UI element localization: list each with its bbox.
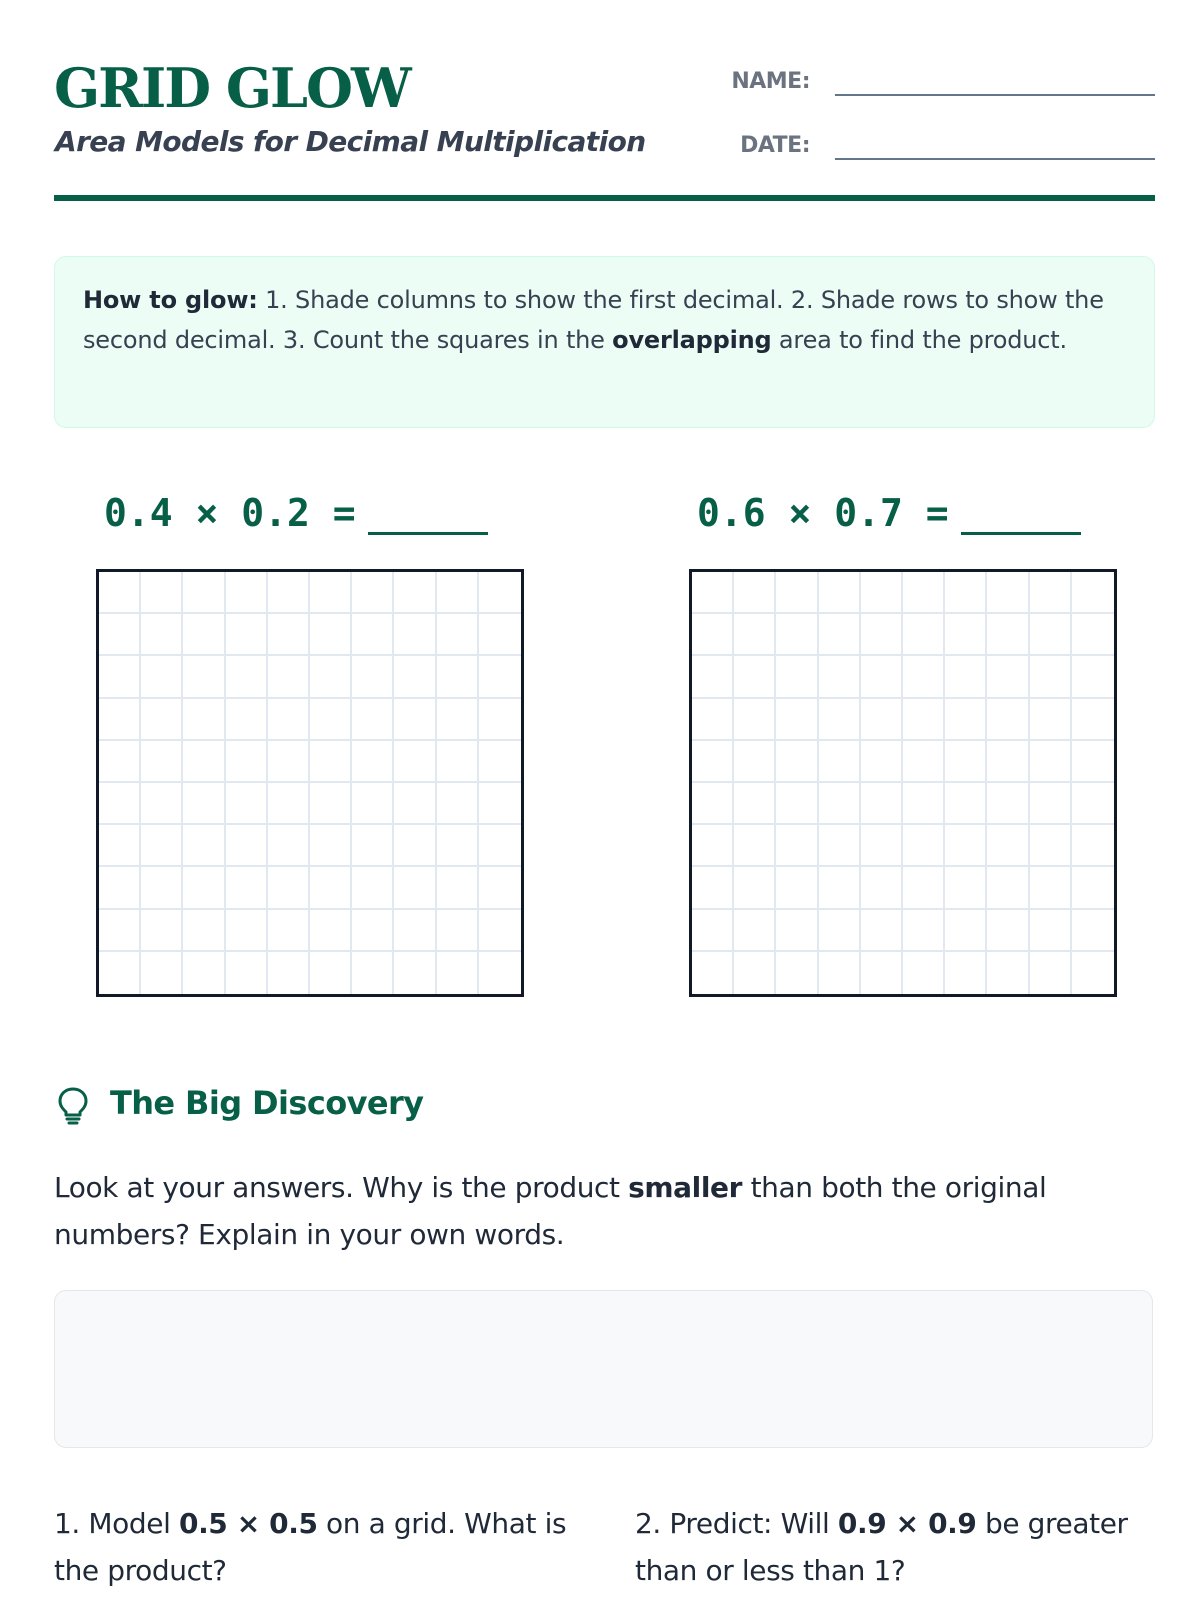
grid-cell[interactable] [987,614,1029,656]
question-1 [54,1500,614,1594]
question-1-text-end: on a grid. What is the product? [54,1507,567,1587]
grid-cell[interactable] [1072,741,1114,783]
grid-cell[interactable] [734,572,776,614]
grid-cell[interactable] [1072,572,1114,614]
grid-cell[interactable] [310,952,352,994]
grid-cell[interactable] [268,741,310,783]
grid-cell[interactable] [352,910,394,952]
grid-cell[interactable] [183,867,225,909]
name-label: NAME: [731,69,810,94]
instructions-text: 1. Shade columns to show the first decimal. 2. Shade rows to show the second decimal. 3. Count the squares in the [83,286,1104,354]
grid-cell[interactable] [945,825,987,867]
grid-cell[interactable] [310,699,352,741]
grid-cell[interactable] [437,867,479,909]
grid-cell[interactable] [776,952,818,994]
grid-cell[interactable] [1030,614,1072,656]
grid-cell[interactable] [819,572,861,614]
grid-cell[interactable] [945,783,987,825]
grid-cell[interactable] [903,656,945,698]
grid-cell[interactable] [394,699,436,741]
grid-cell[interactable] [437,741,479,783]
grid-cell[interactable] [1072,656,1114,698]
worksheet-title: GRID GLOW [54,56,410,120]
grid-cell[interactable] [268,614,310,656]
grid-cell[interactable] [183,741,225,783]
grid-cell[interactable] [437,783,479,825]
grid-cell[interactable] [903,952,945,994]
grid-cell[interactable] [394,910,436,952]
grid-cell[interactable] [479,783,521,825]
grid-cell[interactable] [183,783,225,825]
grid-cell[interactable] [141,572,183,614]
problem-2 [697,491,1081,535]
grid-cell[interactable] [692,614,734,656]
grid-cell[interactable] [310,783,352,825]
grid-cell[interactable] [310,825,352,867]
grid-cell[interactable] [776,614,818,656]
grid-cell[interactable] [734,614,776,656]
grid-cell[interactable] [734,699,776,741]
grid-cell[interactable] [394,572,436,614]
question-2 [635,1500,1195,1594]
grid-cell[interactable] [99,952,141,994]
grid-cell[interactable] [479,656,521,698]
problem-2-answer-blank[interactable] [961,494,1081,535]
grid-cell[interactable] [352,825,394,867]
grid-cell[interactable] [141,910,183,952]
problem-1-expression: 0.4 × 0.2 = [104,491,356,535]
lightbulb-icon [56,1085,90,1125]
instructions-emphasis: overlapping [612,326,772,354]
discovery-answer-box[interactable] [54,1290,1153,1448]
grid-cell[interactable] [479,614,521,656]
grid-cell[interactable] [268,867,310,909]
grid-cell[interactable] [776,825,818,867]
grid-cell[interactable] [268,952,310,994]
grid-cell[interactable] [819,952,861,994]
grid-cell[interactable] [183,614,225,656]
grid-cell[interactable] [479,952,521,994]
question-2-text-end: be greater than or less than 1? [635,1507,1128,1587]
grid-cell[interactable] [226,910,268,952]
grid-cell[interactable] [776,783,818,825]
grid-cell[interactable] [1030,825,1072,867]
grid-cell[interactable] [819,741,861,783]
grid-cell[interactable] [1072,910,1114,952]
grid-cell[interactable] [776,572,818,614]
grid-cell[interactable] [99,656,141,698]
grid-cell[interactable] [692,910,734,952]
grid-cell[interactable] [945,699,987,741]
grid-cell[interactable] [141,614,183,656]
grid-cell[interactable] [861,783,903,825]
grid-cell[interactable] [819,783,861,825]
grid-cell[interactable] [945,867,987,909]
grid-cell[interactable] [776,867,818,909]
instructions-lead: How to glow: [83,286,258,314]
grid-cell[interactable] [1072,783,1114,825]
grid-cell[interactable] [437,699,479,741]
grid-cell[interactable] [692,867,734,909]
grid-cell[interactable] [141,656,183,698]
grid-cell[interactable] [1072,614,1114,656]
grid-cell[interactable] [437,825,479,867]
grid-cell[interactable] [1030,741,1072,783]
grid-cell[interactable] [1072,825,1114,867]
grid-cell[interactable] [310,910,352,952]
grid-cell[interactable] [310,741,352,783]
grid-cell[interactable] [819,699,861,741]
question-2-text: 2. Predict: Will [635,1507,838,1540]
grid-cell[interactable] [99,699,141,741]
header-divider [54,195,1155,201]
grid-cell[interactable] [734,825,776,867]
grid-cell[interactable] [437,952,479,994]
grid-cell[interactable] [141,699,183,741]
grid-cell[interactable] [861,825,903,867]
grid-cell[interactable] [437,572,479,614]
grid-cell[interactable] [99,825,141,867]
grid-cell[interactable] [183,699,225,741]
grid-cell[interactable] [352,699,394,741]
grid-cell[interactable] [734,783,776,825]
grid-cell[interactable] [352,952,394,994]
grid-cell[interactable] [734,741,776,783]
grid-cell[interactable] [1030,952,1072,994]
grid-cell[interactable] [268,825,310,867]
grid-cell[interactable] [903,783,945,825]
grid-cell[interactable] [141,825,183,867]
grid-cell[interactable] [945,656,987,698]
date-field[interactable] [835,124,1155,160]
grid-cell[interactable] [819,614,861,656]
grid-cell[interactable] [987,867,1029,909]
grid-cell[interactable] [183,952,225,994]
grid-cell[interactable] [394,825,436,867]
grid-cell[interactable] [692,699,734,741]
grid-cell[interactable] [903,910,945,952]
grid-cell[interactable] [945,614,987,656]
grid-cell[interactable] [987,783,1029,825]
grid-cell[interactable] [1030,572,1072,614]
grid-cell[interactable] [479,910,521,952]
grid-cell[interactable] [861,867,903,909]
grid-cell[interactable] [352,783,394,825]
grid-cell[interactable] [226,614,268,656]
grid-cell[interactable] [776,699,818,741]
grid-cell[interactable] [776,741,818,783]
grid-cell[interactable] [141,952,183,994]
grid-cell[interactable] [141,783,183,825]
grid-cell[interactable] [437,614,479,656]
grid-cell[interactable] [226,656,268,698]
grid-cell[interactable] [692,783,734,825]
grid-cell[interactable] [268,699,310,741]
grid-cell[interactable] [268,910,310,952]
grid-cell[interactable] [310,572,352,614]
grid-cell[interactable] [987,656,1029,698]
grid-cell[interactable] [268,783,310,825]
grid-cell[interactable] [1030,910,1072,952]
grid-cell[interactable] [226,825,268,867]
grid-cell[interactable] [945,952,987,994]
grid-cell[interactable] [394,614,436,656]
grid-cell[interactable] [1030,783,1072,825]
grid-cell[interactable] [268,656,310,698]
grid-cell[interactable] [819,867,861,909]
grid-cell[interactable] [1030,656,1072,698]
grid-cell[interactable] [394,952,436,994]
discovery-prompt-emphasis: smaller [628,1171,743,1204]
grid-cell[interactable] [479,699,521,741]
grid-cell[interactable] [352,656,394,698]
worksheet-subtitle: Area Models for Decimal Multiplication [55,125,646,158]
grid-cell[interactable] [734,952,776,994]
grid-cell[interactable] [1072,699,1114,741]
grid-cell[interactable] [1030,867,1072,909]
grid-cell[interactable] [692,741,734,783]
grid-cell[interactable] [903,867,945,909]
grid-cell[interactable] [99,572,141,614]
problem-1 [104,491,488,535]
discovery-prompt [54,1164,1154,1258]
grid-cell[interactable] [226,952,268,994]
grid-cell[interactable] [861,656,903,698]
grid-cell[interactable] [861,614,903,656]
grid-cell[interactable] [734,910,776,952]
grid-cell[interactable] [183,572,225,614]
grid-cell[interactable] [310,614,352,656]
grid-cell[interactable] [226,741,268,783]
grid-cell[interactable] [776,910,818,952]
area-model-grid-1[interactable] [96,569,524,997]
question-1-text: 1. Model [54,1507,179,1540]
grid-cell[interactable] [352,614,394,656]
question-1-emphasis: 0.5 × 0.5 [178,1507,318,1540]
grid-cell[interactable] [183,656,225,698]
grid-cell[interactable] [861,572,903,614]
discovery-prompt-text: Look at your answers. Why is the product [54,1171,629,1204]
grid-cell[interactable] [310,867,352,909]
grid-cell[interactable] [734,656,776,698]
grid-cell[interactable] [479,825,521,867]
grid-cell[interactable] [183,910,225,952]
grid-cell[interactable] [861,741,903,783]
grid-cell[interactable] [945,741,987,783]
grid-cell[interactable] [987,952,1029,994]
grid-cell[interactable] [479,572,521,614]
grid-cell[interactable] [819,656,861,698]
question-2-emphasis: 0.9 × 0.9 [837,1507,977,1540]
grid-cell[interactable] [819,825,861,867]
instructions-text-end: area to find the product. [771,326,1067,354]
grid-cell[interactable] [268,572,310,614]
grid-cell[interactable] [692,952,734,994]
grid-cell[interactable] [1030,699,1072,741]
grid-cell[interactable] [226,699,268,741]
grid-cell[interactable] [861,910,903,952]
grid-cell[interactable] [987,699,1029,741]
grid-cell[interactable] [903,699,945,741]
grid-cell[interactable] [734,867,776,909]
grid-cell[interactable] [692,825,734,867]
grid-cell[interactable] [1072,952,1114,994]
grid-cell[interactable] [226,783,268,825]
grid-cell[interactable] [99,783,141,825]
grid-cell[interactable] [903,572,945,614]
grid-cell[interactable] [987,910,1029,952]
grid-cell[interactable] [987,741,1029,783]
grid-cell[interactable] [310,656,352,698]
grid-cell[interactable] [437,910,479,952]
instructions-box [54,256,1155,428]
grid-cell[interactable] [987,572,1029,614]
grid-cell[interactable] [394,656,436,698]
date-label: DATE: [740,133,810,158]
grid-cell[interactable] [141,741,183,783]
grid-cell[interactable] [352,741,394,783]
grid-cell[interactable] [479,867,521,909]
grid-cell[interactable] [99,741,141,783]
grid-cell[interactable] [99,614,141,656]
grid-cell[interactable] [141,867,183,909]
discovery-prompt-text-end: than both the original numbers? Explain in your own words. [54,1171,1047,1251]
grid-cell[interactable] [394,867,436,909]
grid-cell[interactable] [394,741,436,783]
grid-cell[interactable] [226,572,268,614]
name-field[interactable] [835,60,1155,96]
grid-cell[interactable] [1072,867,1114,909]
grid-cell[interactable] [352,867,394,909]
area-model-grid-2[interactable] [689,569,1117,997]
discovery-heading: The Big Discovery [110,1084,424,1122]
grid-cell[interactable] [99,910,141,952]
grid-cell[interactable] [99,867,141,909]
grid-cell[interactable] [945,910,987,952]
grid-cell[interactable] [776,656,818,698]
grid-cell[interactable] [692,572,734,614]
grid-cell[interactable] [861,952,903,994]
grid-cell[interactable] [394,783,436,825]
grid-cell[interactable] [903,825,945,867]
grid-cell[interactable] [903,741,945,783]
grid-cell[interactable] [692,656,734,698]
grid-cell[interactable] [903,614,945,656]
grid-cell[interactable] [945,572,987,614]
grid-cell[interactable] [226,867,268,909]
problem-1-answer-blank[interactable] [368,494,488,535]
grid-cell[interactable] [987,825,1029,867]
grid-cell[interactable] [437,656,479,698]
grid-cell[interactable] [819,910,861,952]
grid-cell[interactable] [183,825,225,867]
grid-cell[interactable] [352,572,394,614]
grid-cell[interactable] [479,741,521,783]
problem-2-expression: 0.6 × 0.7 = [697,491,949,535]
grid-cell[interactable] [861,699,903,741]
